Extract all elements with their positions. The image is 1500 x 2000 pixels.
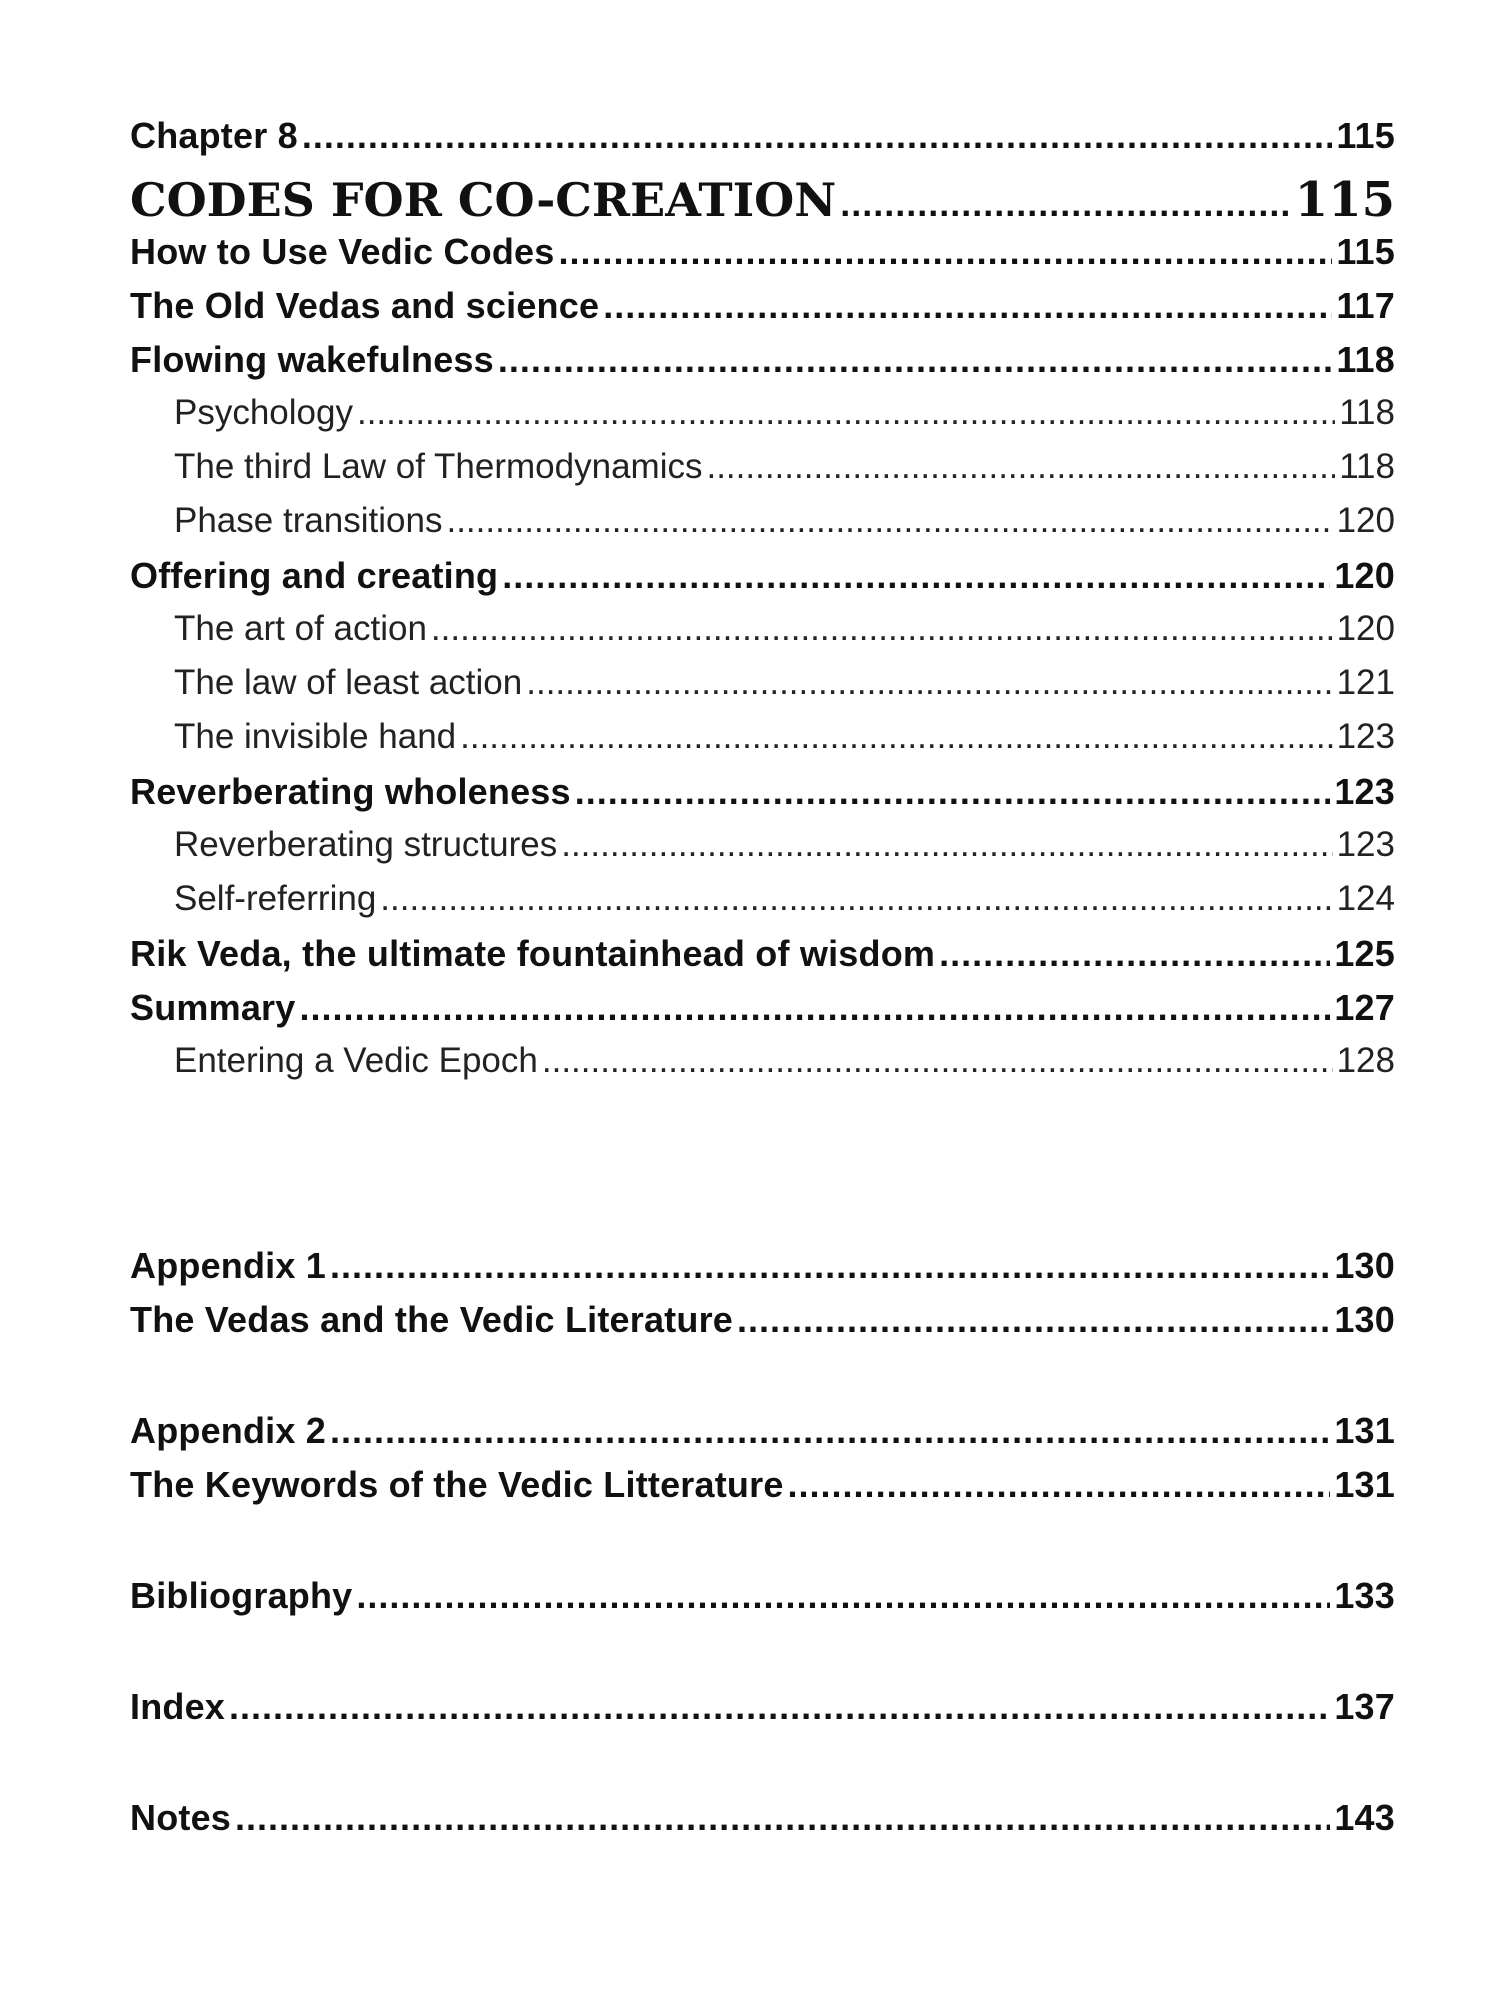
section-gap <box>130 1629 1395 1686</box>
chapter-title: CODES FOR CO-CREATION <box>130 173 837 227</box>
toc-entry-title: Reverberating wholeness <box>130 771 571 812</box>
dot-leader <box>561 825 1332 865</box>
dot-leader <box>939 933 1330 975</box>
toc-entry-title: Rik Veda, the ultimate fountainhead of wisdom <box>130 933 936 974</box>
toc-entry-title: The Keywords of the Vedic Litterature <box>130 1464 784 1505</box>
section-gap <box>130 1518 1395 1575</box>
toc-entry-title: The Old Vedas and science <box>130 285 600 326</box>
toc-page-number: 127 <box>1334 987 1395 1028</box>
toc-page-number: 125 <box>1334 933 1395 974</box>
toc-entry-notes[interactable] <box>130 1797 1395 1851</box>
section-gap <box>130 1095 1395 1245</box>
dot-leader <box>460 717 1332 757</box>
toc-entry-title: The third Law of Thermodynamics <box>174 447 703 486</box>
toc-page-number: 120 <box>1334 555 1395 596</box>
section-gap <box>130 1353 1395 1410</box>
toc-entry-title: The law of least action <box>174 663 523 702</box>
dot-leader <box>330 1410 1330 1452</box>
dot-leader <box>431 609 1333 649</box>
toc-entry[interactable] <box>130 879 1395 933</box>
toc-entry-title: The art of action <box>174 609 427 648</box>
toc-entry[interactable] <box>130 609 1395 663</box>
dot-leader <box>357 393 1335 433</box>
dot-leader <box>840 173 1291 231</box>
toc-page-number: 130 <box>1334 1299 1395 1340</box>
toc-entry-title: Bibliography <box>130 1575 353 1616</box>
dot-leader <box>603 285 1332 327</box>
dot-leader <box>737 1299 1330 1341</box>
toc-entry[interactable] <box>130 1041 1395 1095</box>
dot-leader <box>788 1464 1331 1506</box>
toc-entry-title: Summary <box>130 987 296 1028</box>
toc-entry-title: The invisible hand <box>174 717 457 756</box>
dot-leader <box>559 231 1333 273</box>
toc-entry-title: Entering a Vedic Epoch <box>174 1041 538 1080</box>
toc-page-number: 130 <box>1334 1245 1395 1286</box>
table-of-contents <box>130 115 1395 1851</box>
toc-entry-title: Chapter 8 <box>130 115 298 156</box>
toc-page-number: 115 <box>1294 172 1395 228</box>
dot-leader <box>706 447 1335 487</box>
dot-leader <box>330 1245 1330 1287</box>
dot-leader <box>229 1686 1330 1728</box>
toc-page-number: 118 <box>1339 447 1395 486</box>
toc-page-number: 123 <box>1334 771 1395 812</box>
toc-page-number: 137 <box>1334 1686 1395 1727</box>
dot-leader <box>498 339 1332 381</box>
toc-entry-bibliography[interactable] <box>130 1575 1395 1629</box>
dot-leader <box>502 555 1330 597</box>
dot-leader <box>446 501 1332 541</box>
toc-entry-title: Index <box>130 1686 226 1727</box>
dot-leader <box>526 663 1332 703</box>
toc-entry[interactable] <box>130 285 1395 339</box>
dot-leader <box>302 115 1332 157</box>
toc-entry-title: The Vedas and the Vedic Literature <box>130 1299 733 1340</box>
toc-page-number: 131 <box>1334 1410 1395 1451</box>
dot-leader <box>235 1797 1330 1839</box>
toc-page-number: 143 <box>1334 1797 1395 1838</box>
toc-entry-title: Notes <box>130 1797 232 1838</box>
toc-page-number: 115 <box>1336 231 1395 272</box>
toc-entry-title: Reverberating structures <box>174 825 558 864</box>
toc-entry[interactable] <box>130 231 1395 285</box>
toc-entry[interactable] <box>130 663 1395 717</box>
toc-page-number: 120 <box>1336 501 1395 540</box>
toc-entry[interactable] <box>130 393 1395 447</box>
toc-entry-appendix-1[interactable] <box>130 1245 1395 1299</box>
toc-page-number: 131 <box>1334 1464 1395 1505</box>
toc-page-number: 133 <box>1334 1575 1395 1616</box>
toc-page-number: 118 <box>1339 393 1395 432</box>
toc-entry-title: Appendix 1 <box>130 1245 327 1286</box>
dot-leader <box>299 987 1330 1029</box>
toc-entry-index[interactable] <box>130 1686 1395 1740</box>
toc-entry-appendix-1-title[interactable] <box>130 1299 1395 1353</box>
toc-entry-chapter-8[interactable] <box>130 115 1395 169</box>
dot-leader <box>380 879 1332 919</box>
toc-page-number: 128 <box>1336 1041 1395 1080</box>
toc-entry[interactable] <box>130 825 1395 879</box>
chapter-entry-list <box>130 231 1395 1095</box>
toc-entry-title: Offering and creating <box>130 555 499 596</box>
toc-entry-title: Flowing wakefulness <box>130 339 494 380</box>
toc-page-number: 123 <box>1336 717 1395 756</box>
toc-entry-title: Phase transitions <box>174 501 443 540</box>
toc-entry-title: Self-referring <box>174 879 377 918</box>
toc-entry[interactable] <box>130 447 1395 501</box>
toc-page-number: 120 <box>1336 609 1395 648</box>
dot-leader <box>356 1575 1330 1617</box>
toc-entry-title: How to Use Vedic Codes <box>130 231 555 272</box>
toc-page-number: 124 <box>1336 879 1395 918</box>
toc-page-number: 123 <box>1336 825 1395 864</box>
section-gap <box>130 1740 1395 1797</box>
toc-page-number: 117 <box>1336 285 1395 326</box>
toc-entry[interactable] <box>130 339 1395 393</box>
toc-entry[interactable] <box>130 501 1395 555</box>
toc-entry[interactable] <box>130 987 1395 1041</box>
dot-leader <box>575 771 1331 813</box>
toc-entry-appendix-2-title[interactable] <box>130 1464 1395 1518</box>
toc-entry-title: Appendix 2 <box>130 1410 327 1451</box>
toc-page-number: 118 <box>1336 339 1395 380</box>
toc-entry[interactable] <box>130 771 1395 825</box>
toc-entry[interactable] <box>130 555 1395 609</box>
dot-leader <box>542 1041 1333 1081</box>
toc-page-number: 115 <box>1336 115 1395 156</box>
toc-page-number: 121 <box>1336 663 1395 702</box>
toc-entry-title: Psychology <box>174 393 353 432</box>
toc-entry[interactable] <box>130 933 1395 987</box>
toc-entry-chapter-title[interactable] <box>130 169 1395 231</box>
toc-entry[interactable] <box>130 717 1395 771</box>
toc-entry-appendix-2[interactable] <box>130 1410 1395 1464</box>
